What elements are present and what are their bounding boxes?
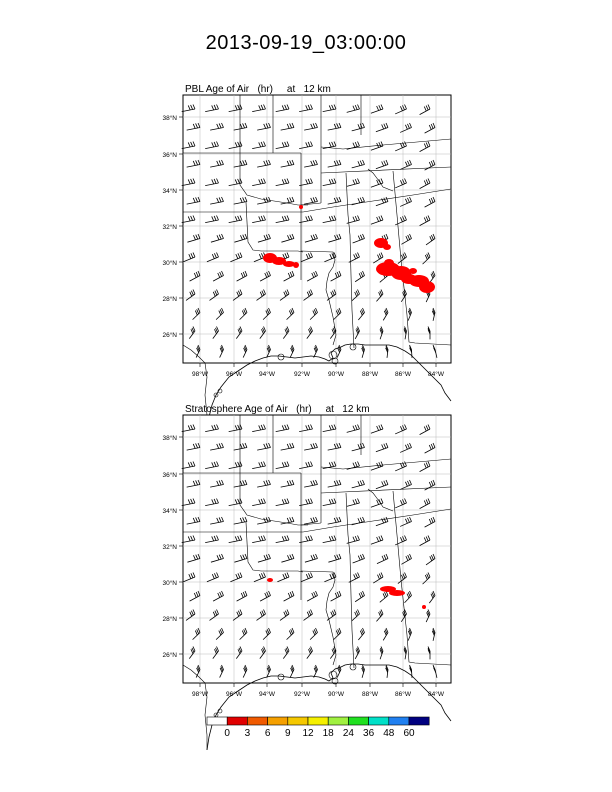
colorbar-label: 48 bbox=[383, 728, 395, 739]
lon-tick-label: 84°W bbox=[428, 371, 444, 378]
lat-tick-label: 30°N bbox=[162, 260, 177, 267]
page-title: 2013-09-19_03:00:00 bbox=[205, 32, 407, 54]
colorbar-swatch bbox=[348, 717, 368, 725]
lat-tick-label: 36°N bbox=[162, 472, 177, 479]
age-of-air-plume bbox=[383, 244, 391, 250]
colorbar-swatch bbox=[409, 717, 429, 725]
lon-tick-label: 98°W bbox=[192, 691, 208, 698]
lon-tick-label: 94°W bbox=[259, 691, 275, 698]
lat-tick-label: 26°N bbox=[162, 652, 177, 659]
lat-tick-label: 34°N bbox=[162, 188, 177, 195]
colorbar-label: 60 bbox=[403, 728, 415, 739]
lat-tick-label: 34°N bbox=[162, 508, 177, 515]
lon-tick-label: 90°W bbox=[328, 691, 344, 698]
map-panel-strat bbox=[162, 415, 451, 750]
age-of-air-plume bbox=[389, 590, 405, 596]
lon-tick-label: 98°W bbox=[192, 371, 208, 378]
lat-tick-label: 32°N bbox=[162, 544, 177, 551]
colorbar-label: 12 bbox=[302, 728, 314, 739]
age-of-air-plume bbox=[293, 262, 299, 268]
lat-tick-label: 38°N bbox=[162, 115, 177, 122]
colorbar-swatch bbox=[227, 717, 247, 725]
age-of-air-plume bbox=[267, 578, 273, 582]
lat-tick-label: 32°N bbox=[162, 224, 177, 231]
colorbar-label: 6 bbox=[264, 728, 271, 739]
lat-tick-label: 30°N bbox=[162, 580, 177, 587]
colorbar bbox=[207, 717, 429, 739]
colorbar-swatch bbox=[369, 717, 389, 725]
map-frame bbox=[183, 415, 451, 683]
colorbar-swatch bbox=[288, 717, 308, 725]
map-frame bbox=[183, 95, 451, 363]
colorbar-swatch bbox=[389, 717, 409, 725]
age-of-air-plume bbox=[419, 281, 435, 293]
lon-tick-label: 94°W bbox=[259, 371, 275, 378]
colorbar-label: 24 bbox=[342, 728, 354, 739]
lon-tick-label: 92°W bbox=[294, 691, 310, 698]
colorbar-label: 36 bbox=[363, 728, 375, 739]
panel-title-strat-line1: Stratosphere Age of Air (hr) at 12 km bbox=[185, 404, 370, 415]
colorbar-swatch bbox=[268, 717, 288, 725]
panel-title-pbl-line1: PBL Age of Air (hr) at 12 km bbox=[185, 84, 331, 95]
colorbar-swatch bbox=[308, 717, 328, 725]
age-of-air-plume bbox=[409, 268, 417, 274]
lon-tick-label: 90°W bbox=[328, 371, 344, 378]
colorbar-swatch bbox=[207, 717, 227, 725]
lon-tick-label: 86°W bbox=[395, 371, 411, 378]
lat-tick-label: 28°N bbox=[162, 616, 177, 623]
lat-tick-label: 36°N bbox=[162, 152, 177, 159]
age-of-air-plume bbox=[299, 205, 303, 209]
age-of-air-plume bbox=[384, 259, 394, 267]
age-of-air-plume bbox=[422, 605, 426, 609]
lon-tick-label: 92°W bbox=[294, 371, 310, 378]
colorbar-label: 9 bbox=[285, 728, 291, 739]
colorbar-label: 18 bbox=[322, 728, 334, 739]
colorbar-label: 3 bbox=[244, 728, 251, 739]
lon-tick-label: 88°W bbox=[362, 371, 378, 378]
lon-tick-label: 96°W bbox=[226, 691, 242, 698]
lon-tick-label: 84°W bbox=[428, 691, 444, 698]
lat-tick-label: 38°N bbox=[162, 435, 177, 442]
colorbar-label: 0 bbox=[224, 728, 230, 739]
lon-tick-label: 86°W bbox=[395, 691, 411, 698]
lon-tick-label: 96°W bbox=[226, 371, 242, 378]
colorbar-swatch bbox=[247, 717, 267, 725]
colorbar-swatch bbox=[328, 717, 348, 725]
map-panel-pbl bbox=[162, 95, 451, 430]
lon-tick-label: 88°W bbox=[362, 691, 378, 698]
lat-tick-label: 26°N bbox=[162, 332, 177, 339]
lat-tick-label: 28°N bbox=[162, 296, 177, 303]
